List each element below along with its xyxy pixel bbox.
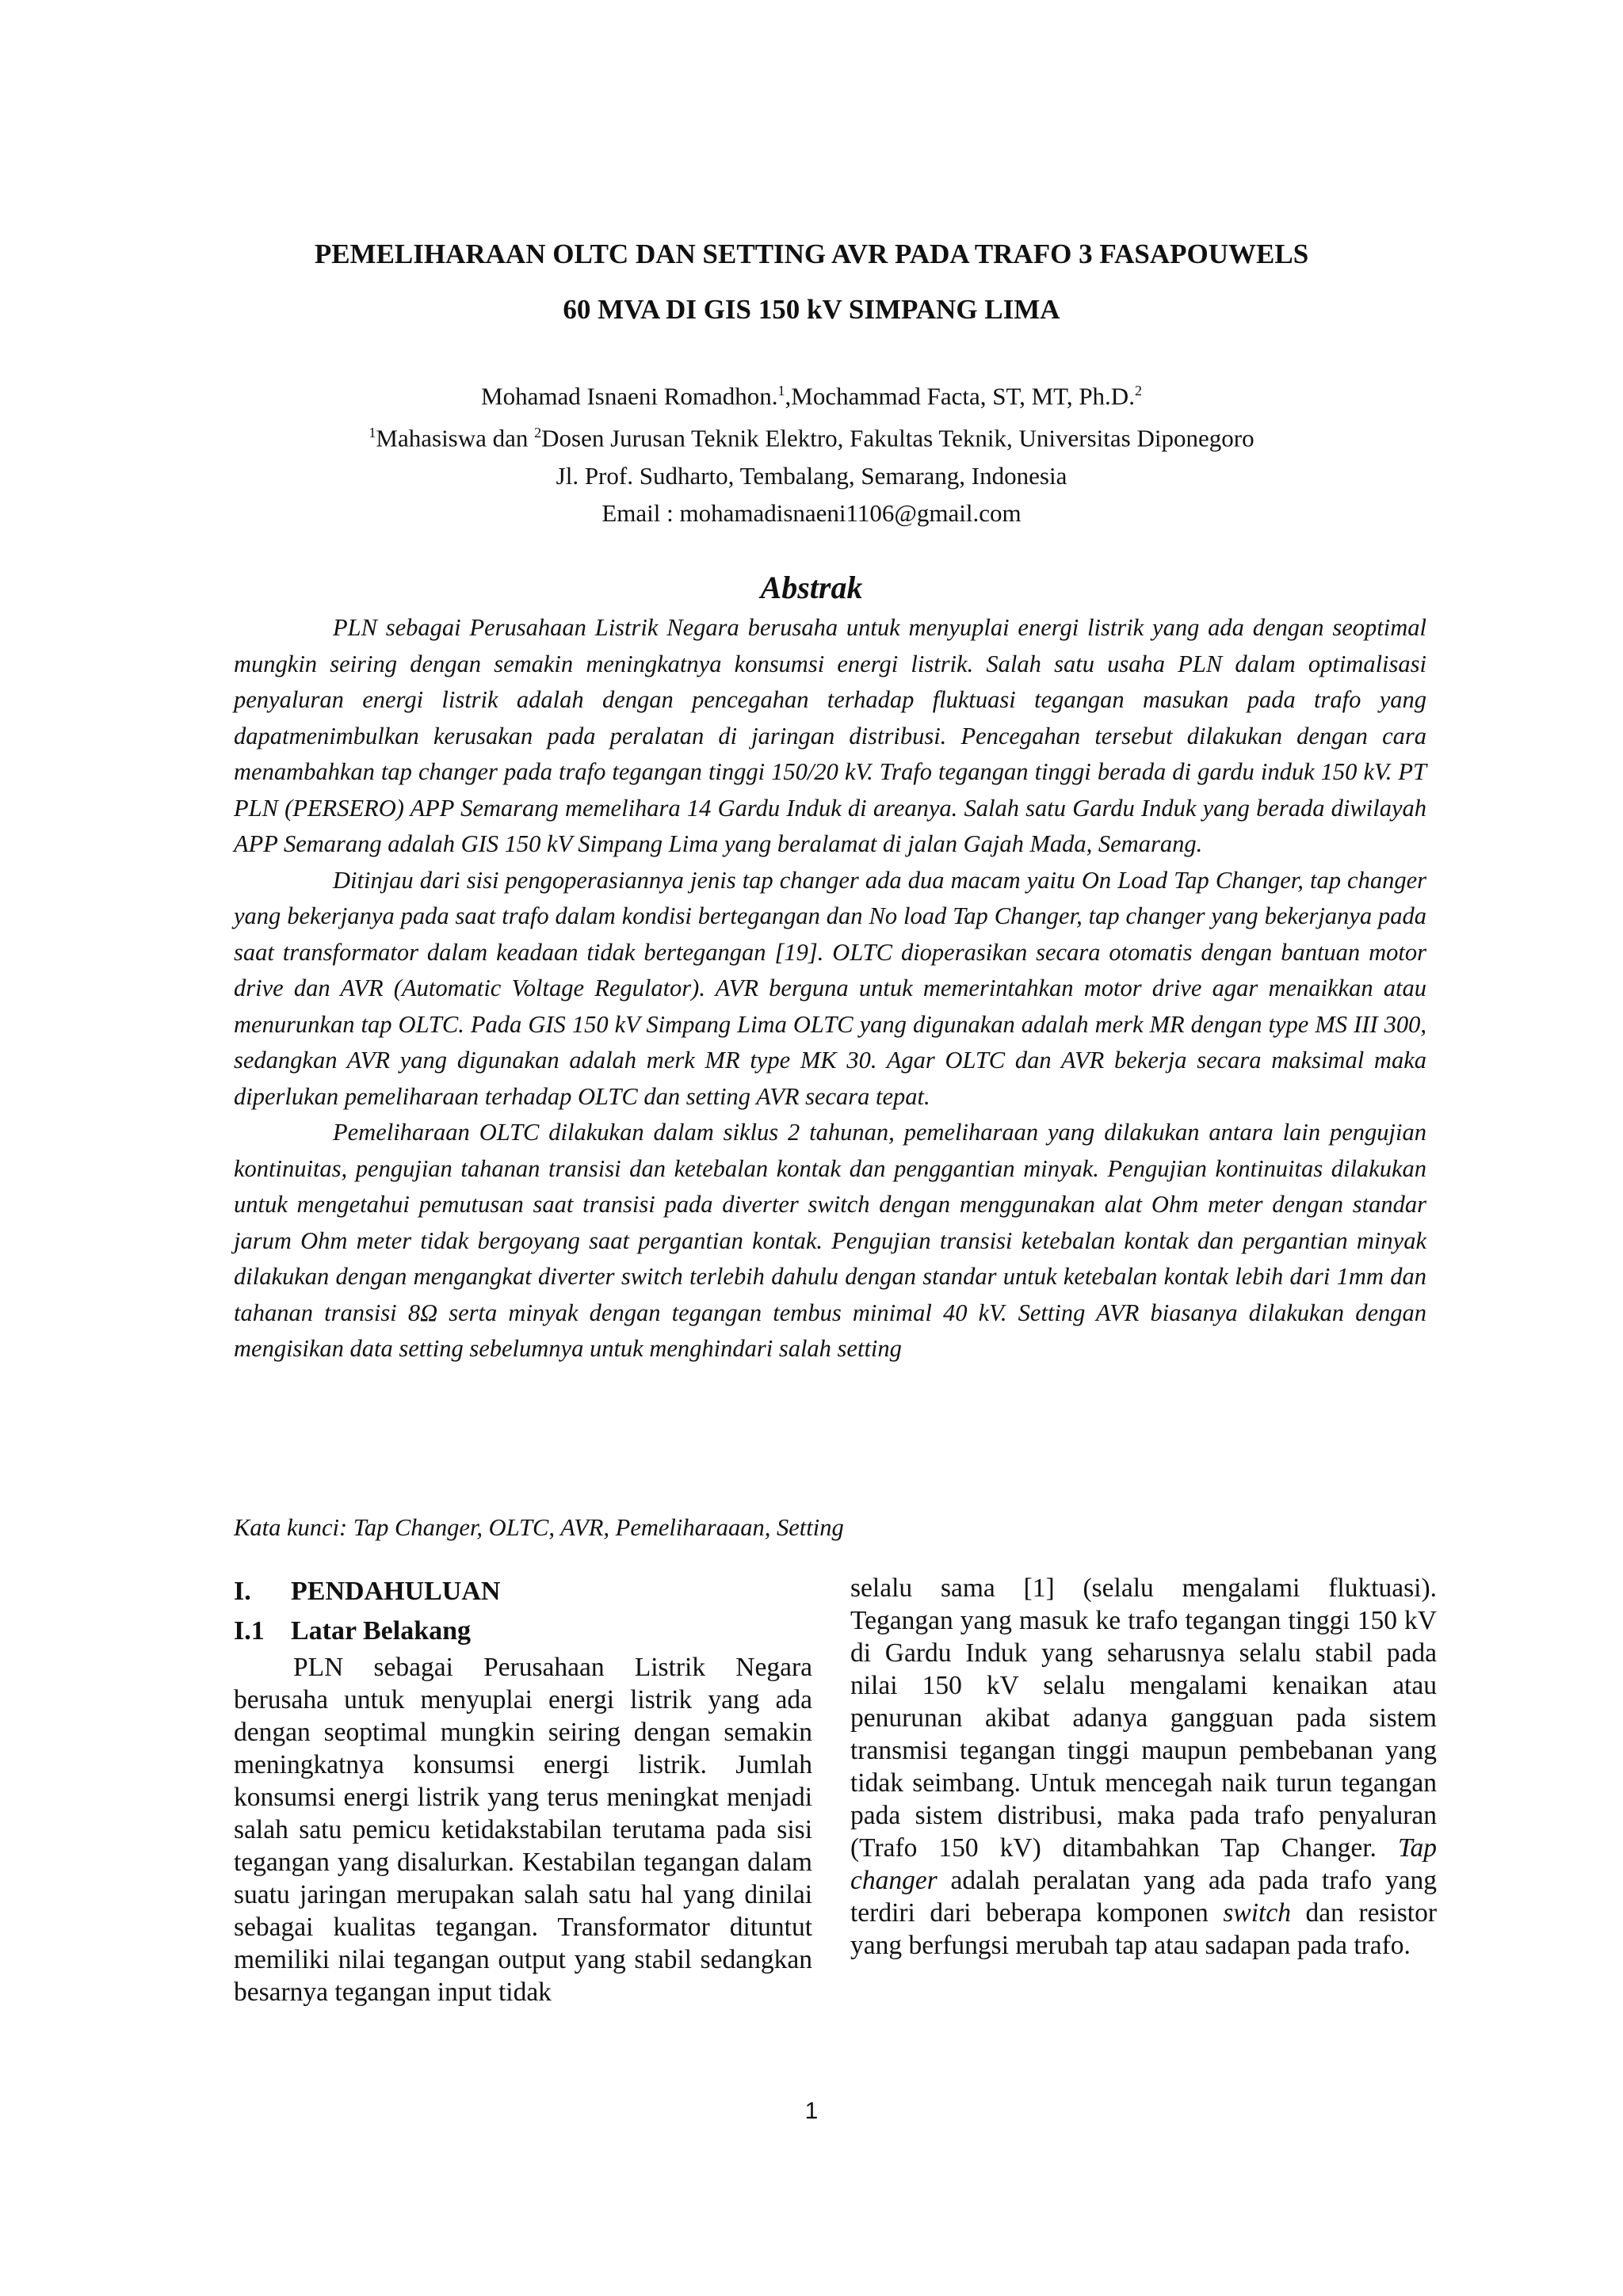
email[interactable]: Email : mohamadisnaeni1106@gmail.com: [601, 498, 1022, 527]
section-title: PENDAHULUAN: [291, 1577, 501, 1606]
paper-title: [158, 227, 1465, 338]
abstract-heading: Abstrak: [760, 570, 863, 605]
affiliation: [158, 414, 1465, 456]
section-number: I.: [234, 1577, 251, 1606]
affiliation-part-2: Dosen Jurusan Teknik Elektro, Fakultas Teknik, Universitas Diponegoro: [541, 424, 1254, 452]
affiliation-sup-2: 2: [534, 425, 542, 441]
section-heading: [234, 1572, 812, 1611]
abstract-body: [234, 610, 1426, 1367]
body-text: dan resistor yang berfungsi merubah tap atau sadapan pada trafo.: [850, 1898, 1437, 1960]
body-paragraph-left: PLN sebagai Perusahaan Listrik Negara berusaha untuk menyuplai energi listrik yang ada dengan seoptimal mungkin seiring dengan semakin meningkatnya konsumsi energi listrik. Jumlah konsumsi energi listrik yang terus meningkat menjadi salah satu pemicu ketidakstabilan terutama pada sisi tegangan yang disalurkan. Kestabilan tegangan dalam suatu jaringan merupakan salah satu hal yang dinilai sebagai kualitas tegangan. Transformator dituntut memiliki nilai tegangan output yang stabil sedangkan besarnya tegangan input tidak: [234, 1653, 812, 2007]
body-paragraph-right: [850, 1572, 1437, 1962]
affiliation-part-1: Mahasiswa dan: [376, 424, 535, 452]
author-1: Mohamad Isnaeni Romadhon.: [481, 382, 778, 410]
title-line-2: 60 MVA DI GIS 150 kV SIMPANG LIMA: [563, 294, 1060, 325]
left-column: [234, 1572, 812, 2008]
author-2: ,Mochammad Facta, ST, MT, Ph.D.: [785, 382, 1135, 410]
author-2-sup: 2: [1134, 383, 1142, 399]
abstract-paragraph: PLN sebagai Perusahaan Listrik Negara berusaha untuk menyuplai energi listrik yang ada dengan seoptimal mungkin seiring dengan semakin meningkatnya konsumsi energi listrik. Salah satu usaha PLN dalam optimalisasi penyaluran energi listrik adalah dengan pencegahan terhadap fluktuasi tegangan masukan pada trafo yang dapatmenimbulkan kerusakan pada peralatan di jaringan distribusi. Pencegahan tersebut dilakukan dengan cara menambahkan tap changer pada trafo tegangan tinggi 150/20 kV. Trafo tegangan tinggi berada di gardu induk 150 kV. PT PLN (PERSERO) APP Semarang memelihara 14 Gardu Induk di areanya. Salah satu Gardu Induk yang berada diwilayah APP Semarang adalah GIS 150 kV Simpang Lima yang beralamat di jalan Gajah Mada, Semarang.: [234, 614, 1426, 857]
abstract-paragraph: Ditinjau dari sisi pengoperasiannya jenis tap changer ada dua macam yaitu On Load Tap Changer, tap changer yang bekerjanya pada saat trafo dalam kondisi bertegangan dan No load Tap Changer, tap changer yang bekerjanya pada saat transformator dalam keadaan tidak bertegangan [19]. OLTC dioperasikan secara otomatis dengan bantuan motor drive dan AVR (Automatic Voltage Regulator). AVR berguna untuk memerintahkan motor drive agar menaikkan atau menurunkan tap OLTC. Pada GIS 150 kV Simpang Lima OLTC yang digunakan adalah merk MR dengan type MS III 300, sedangkan AVR yang digunakan adalah merk MR type MK 30. Agar OLTC dan AVR bekerja secara maksimal maka diperlukan pemeliharaan terhadap OLTC dan setting AVR secara tepat.: [234, 866, 1426, 1110]
subsection-heading: [234, 1611, 812, 1651]
abstract-paragraph: Pemeliharaan OLTC dilakukan dalam siklus 2 tahunan, pemeliharaan yang dilakukan antara lain pengujian kontinuitas, pengujian tahanan transisi dan ketebalan kontak dan penggantian minyak. Pengujian kontinuitas dilakukan untuk mengetahui pemutusan saat transisi pada diverter switch dengan menggunakan alat Ohm meter dengan standar jarum Ohm meter tidak bergoyang saat pergantian kontak. Pengujian transisi ketebalan kontak dan pergantian minyak dilakukan dengan mengangkat diverter switch terlebih dahulu dengan standar untuk ketebalan kontak lebih dari 1mm dan tahanan transisi 8Ω serta minyak dengan tegangan tembus minimal 40 kV. Setting AVR biasanya dilakukan dengan mengisikan data setting sebelumnya untuk menghindari salah setting: [234, 1119, 1426, 1362]
right-column: [850, 1572, 1437, 1962]
subsection-title: Latar Belakang: [291, 1616, 472, 1646]
author-1-sup: 1: [777, 383, 785, 399]
title-line-1: PEMELIHARAAN OLTC DAN SETTING AVR PADA TRAFO 3 FASAPOUWELS: [314, 238, 1309, 269]
body-italic: switch: [1223, 1898, 1291, 1928]
affiliation-sup-1: 1: [369, 425, 376, 441]
body-text: selalu sama [1] (selalu mengalami fluktuasi). Tegangan yang masuk ke trafo tegangan tinggi 150 kV di Gardu Induk yang seharusnya selalu stabil pada nilai 150 kV selalu mengalami kenaikan atau penurunan akibat adanya gangguan pada sistem transmisi tegangan tinggi maupun pembebanan yang tidak seimbang. Untuk mencegah naik turun tegangan pada sistem distribusi, maka pada trafo penyaluran (Trafo 150 kV) ditambahkan Tap Changer.: [850, 1573, 1437, 1863]
body-text: adalah peralatan yang ada pada trafo yang terdiri dari beberapa komponen: [850, 1866, 1437, 1928]
page-number: 1: [804, 2098, 819, 2124]
body-italic: Tap changer: [850, 1833, 1437, 1895]
address: Jl. Prof. Sudharto, Tembalang, Semarang, Indonesia: [556, 461, 1067, 490]
author-block: [158, 372, 1465, 532]
keywords: Kata kunci: Tap Changer, OLTC, AVR, Pemeliharaaan, Setting: [234, 1514, 844, 1541]
subsection-number: I.1: [234, 1616, 265, 1646]
author-names: [158, 372, 1465, 414]
